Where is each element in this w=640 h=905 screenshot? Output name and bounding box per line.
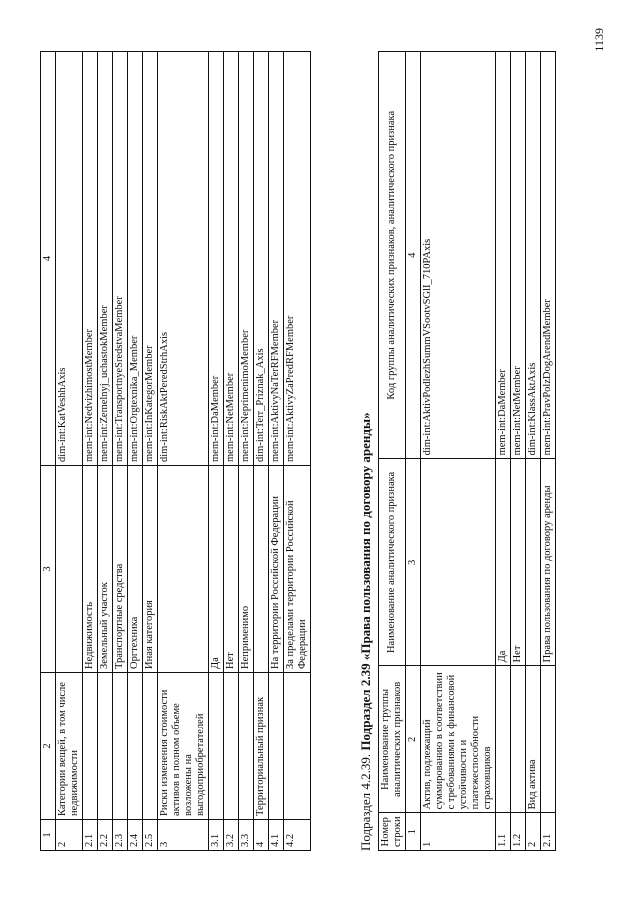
row-number: 2.2 — [98, 820, 113, 851]
row-number: 2 — [56, 820, 83, 851]
code: mem-int:NetMember — [224, 52, 239, 466]
table-row — [158, 52, 209, 851]
group-name — [239, 673, 254, 820]
section-prefix: Подраздел 4.2.39. — [358, 753, 373, 851]
table1-body — [56, 52, 311, 851]
feature-name: За пределами территории Российской Федерации — [284, 466, 311, 673]
table-row — [239, 52, 254, 851]
code: mem-int:Orgtexnika_Member — [128, 52, 143, 466]
group-name — [209, 673, 224, 820]
col-number: 1 — [406, 813, 421, 851]
row-number: 2.4 — [128, 820, 143, 851]
feature-name: Земельный участок — [98, 466, 113, 673]
feature-name: Иная категория — [143, 466, 158, 673]
row-number: 2 — [526, 813, 541, 851]
group-name — [511, 666, 526, 813]
feature-name: На территории Российской Федерации — [269, 466, 284, 673]
col-number: 3 — [41, 466, 56, 673]
col-number: 2 — [406, 666, 421, 813]
feature-name: Оргтехника — [128, 466, 143, 673]
column-number-row — [406, 52, 421, 851]
group-name: Территориальный признак — [254, 673, 269, 820]
row-number: 3.3 — [239, 820, 254, 851]
code: mem-int:DaMember — [496, 52, 511, 459]
table2-body — [421, 52, 556, 851]
table-row — [284, 52, 311, 851]
row-number: 2.5 — [143, 820, 158, 851]
table-row — [421, 52, 496, 851]
table-analytic-features-2 — [378, 51, 556, 851]
group-name — [541, 666, 556, 813]
row-number: 1 — [421, 813, 496, 851]
feature-name — [421, 459, 496, 666]
col-number: 4 — [406, 52, 421, 459]
table-row — [269, 52, 284, 851]
feature-name: Да — [209, 466, 224, 673]
feature-name: Да — [496, 459, 511, 666]
table-row — [496, 52, 511, 851]
group-name — [224, 673, 239, 820]
page-number: 1139 — [592, 28, 606, 52]
group-name — [128, 673, 143, 820]
group-name — [269, 673, 284, 820]
table-analytic-features-1 — [40, 51, 311, 851]
code: mem-int:PravPolzDogArendMember — [541, 52, 556, 459]
table-row — [526, 52, 541, 851]
feature-name — [254, 466, 269, 673]
table-row — [83, 52, 98, 851]
section-title: Подраздел 2.39 «Права пользования по договору аренды» — [358, 412, 373, 751]
col-number: 2 — [41, 673, 56, 820]
code: mem-int:NedvizhimostMember — [83, 52, 98, 466]
group-name — [98, 673, 113, 820]
code: mem-int:AktivyNaTerRFMember — [269, 52, 284, 466]
table-row — [254, 52, 269, 851]
header-row — [379, 52, 406, 851]
row-number: 3.2 — [224, 820, 239, 851]
feature-name: Транспортные средства — [113, 466, 128, 673]
table-row — [128, 52, 143, 851]
table-row — [209, 52, 224, 851]
group-name — [284, 673, 311, 820]
header-cell: Наименование аналитического признака — [379, 459, 406, 666]
code: mem-int:NetMember — [511, 52, 526, 459]
feature-name: Нет — [224, 466, 239, 673]
header-cell: Код группы аналитических признаков, аналитического признака — [379, 52, 406, 459]
row-number: 4.2 — [284, 820, 311, 851]
col-number: 4 — [41, 52, 56, 466]
group-name — [496, 666, 511, 813]
group-name: Риски изменения стоимости активов в полном объеме возложены на выгодоприобретателей — [158, 673, 209, 820]
row-number: 2.1 — [541, 813, 556, 851]
row-number: 2.1 — [83, 820, 98, 851]
code: mem-int:DaMember — [209, 52, 224, 466]
row-number: 3.1 — [209, 820, 224, 851]
row-number: 1.2 — [511, 813, 526, 851]
code: mem-int:InKategorMember — [143, 52, 158, 466]
feature-name: Нет — [511, 459, 526, 666]
table-row — [56, 52, 83, 851]
table-row — [143, 52, 158, 851]
column-number-row — [41, 52, 56, 851]
code: dim-int:Terr_Priznak_Axis — [254, 52, 269, 466]
group-name: Категории вещей, в том числе недвижимости — [56, 673, 83, 820]
table-row — [113, 52, 128, 851]
feature-name: Недвижимость — [83, 466, 98, 673]
col-number: 3 — [406, 459, 421, 666]
code: dim-int:RiskAktPeredStrhAxis — [158, 52, 209, 466]
code: mem-int:NeprimenimoMember — [239, 52, 254, 466]
row-number: 2.3 — [113, 820, 128, 851]
row-number: 4.1 — [269, 820, 284, 851]
group-name: Вид актива — [526, 666, 541, 813]
row-number: 1.1 — [496, 813, 511, 851]
group-name — [143, 673, 158, 820]
code: dim-int:KlassAktAxis — [526, 52, 541, 459]
feature-name: Права пользования по договору аренды — [541, 459, 556, 666]
group-name: Актив, подлежащий суммированию в соответствии с требованиями к финансовой устойчивости и платежеспособности страховщиков — [421, 666, 496, 813]
table-row — [98, 52, 113, 851]
feature-name — [56, 466, 83, 673]
col-number: 1 — [41, 820, 56, 851]
table-row — [511, 52, 526, 851]
row-number: 4 — [254, 820, 269, 851]
feature-name: Неприменимо — [239, 466, 254, 673]
header-cell: Номер строки — [379, 813, 406, 851]
code: mem-int:AktivyZaPredRFMember — [284, 52, 311, 466]
group-name — [113, 673, 128, 820]
row-number: 3 — [158, 820, 209, 851]
feature-name — [158, 466, 209, 673]
header-cell: Наименование группы аналитических признаков — [379, 666, 406, 813]
code: mem-int:Zemelnyj_uchastokMember — [98, 52, 113, 466]
code: mem-int:TransportnyeSredstvaMember — [113, 52, 128, 466]
table-row — [541, 52, 556, 851]
code: dim-int:AktivPodlezhSummVSootvSGlI_710PAxis — [421, 52, 496, 459]
section-heading — [358, 412, 374, 851]
feature-name — [526, 459, 541, 666]
code: dim-int:KatVeshhAxis — [56, 52, 83, 466]
group-name — [83, 673, 98, 820]
table-row — [224, 52, 239, 851]
